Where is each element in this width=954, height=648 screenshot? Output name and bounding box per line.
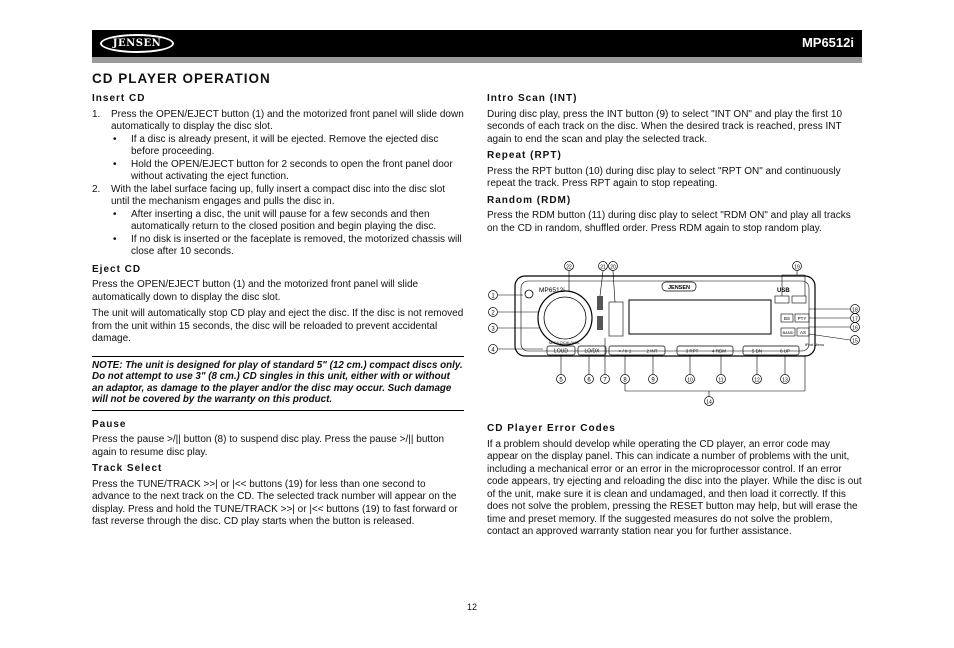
left-column xyxy=(92,93,464,533)
insert-cd-heading: Insert CD xyxy=(92,93,146,104)
model-label-diagram: MP6512i xyxy=(539,287,565,294)
bullet-text: If no disk is inserted or the faceplate is removed, the motorized chassis will close after 10 seconds. xyxy=(131,233,462,257)
repeat-paragraph: Press the RPT button (10) during disc play to select "RPT ON" and continuously repeat the track. Press RPT again to stop repeating. xyxy=(487,165,841,189)
model-label: MP6512i xyxy=(801,35,854,50)
lodx-label: LO/DX xyxy=(584,348,600,355)
insert-step-2-bullet-1 xyxy=(92,209,464,234)
callout-13: 13 xyxy=(782,377,788,384)
callout-16: 16 xyxy=(852,325,858,332)
eject-paragraph-2: The unit will automatically stop CD play and eject the disc. If the disc is not removed from the unit within 15 seconds, the disc will be reloaded to prevent accidental damage. xyxy=(92,308,464,344)
bs-label: BS xyxy=(783,316,791,321)
btn3-label: 3 RPT xyxy=(685,348,699,354)
callout-21: 21 xyxy=(600,264,606,271)
btn2-label: 2 INT xyxy=(646,348,658,354)
track-select-paragraph: Press the TUNE/TRACK >>| or |<< buttons (19) for less than one second to advance to the next track on the CD. The selected track number will appear on the display. Press and hold the TUNE/TRACK >>| or |<< buttons (19) to fast forward or fast reverse through the disc. CD play starts when the button is released. xyxy=(92,478,458,527)
callout-12: 12 xyxy=(754,377,760,384)
pause-heading: Pause xyxy=(92,418,127,430)
eject-cd-heading: Eject CD xyxy=(92,263,142,275)
btn4-label: 4 RDM xyxy=(711,348,727,354)
step-number: 2. xyxy=(92,183,101,195)
display-panel xyxy=(629,300,771,334)
step-number: 1. xyxy=(92,108,101,120)
callout-18: 18 xyxy=(852,307,858,314)
page-number: 12 xyxy=(467,602,478,612)
callout-7: 7 xyxy=(603,377,607,384)
eject-paragraph-1: Press the OPEN/EJECT button (1) and the motorized front panel will slide automatically down to display the disc slot. xyxy=(92,279,419,303)
open-eject-button xyxy=(525,290,533,298)
callout-4: 4 xyxy=(491,347,495,354)
track-next-button xyxy=(792,296,806,303)
callout-22: 22 xyxy=(566,264,572,271)
repeat-heading: Repeat (RPT) xyxy=(487,150,562,161)
callout-14: 14 xyxy=(706,399,712,406)
side-button xyxy=(597,296,603,310)
track-select-heading: Track Select xyxy=(92,463,163,474)
intro-scan-heading: Intro Scan (INT) xyxy=(487,93,578,104)
warning-note: NOTE: The unit is designed for play of standard 5" (12 cm.) compact discs only. Do not attempt to use 3" (8 cm.) CD singles in this unit, either with or without an adaptor, as damage to the player and/or the disc may occur. Such damage will not be covered by the warranty on this product. xyxy=(92,356,464,411)
ipod-label: iPod Menu xyxy=(805,342,825,347)
callout-19: 19 xyxy=(794,264,800,271)
btn6-label: 6 UP xyxy=(779,348,791,354)
header-rule xyxy=(92,57,862,63)
bullet-text: If a disc is already present, it will be ejected. Remove the ejected disc before proceeding. xyxy=(131,133,439,157)
callout-11: 11 xyxy=(718,377,724,384)
faceplate-diagram xyxy=(487,258,862,408)
intro-scan-paragraph: During disc play, press the INT button (9) to select "INT ON" and play the first 10 seconds of each track on the disc. When the desired track is reached, press INT again to end the scan and play the selected track. xyxy=(487,108,843,145)
callout-1: 1 xyxy=(491,293,495,300)
jensen-logo: JENSEN xyxy=(100,34,174,53)
random-heading: Random (RDM) xyxy=(487,194,572,206)
insert-step-1 xyxy=(92,109,464,134)
insert-step-1-bullet-1 xyxy=(92,134,464,159)
header-bar xyxy=(92,30,862,57)
disc-slot-area xyxy=(609,302,623,336)
error-codes-section xyxy=(487,423,862,543)
pause-paragraph: Press the pause >/|| button (8) to suspend disc play. Press the pause >/|| button again to resume disc play. xyxy=(92,434,445,458)
callout-3: 3 xyxy=(491,326,495,333)
side-button xyxy=(597,316,603,330)
btn1-label: > / II 1 xyxy=(618,348,632,354)
callout-6: 6 xyxy=(587,377,591,384)
callout-15: 15 xyxy=(852,338,858,345)
usb-label: USB xyxy=(777,288,790,294)
left-callouts xyxy=(489,291,544,354)
callout-10: 10 xyxy=(687,377,693,384)
callout-8: 8 xyxy=(623,377,627,384)
callout-2: 2 xyxy=(491,310,495,317)
bullet-icon: • xyxy=(113,208,117,220)
bullet-text: After inserting a disc, the unit will pause for a few seconds and then automatically return to the closed position and begin playing the disc. xyxy=(131,208,437,232)
error-codes-paragraph: If a problem should develop while operating the CD player, an error code may appear on the display panel. This can indicate a number of problems with the unit, including a mechanical error or an error in the microprocessor control. If an error code appears, try ejecting and reloading the disc into the player. While the disc is out of the unit, make sure it is clean and undamaged, and then load it correctly. If this does not solve the problem, pressing the RESET button may help, but will erase the time and preset memory. If the suggested measures do not solve the problem, contact an approved warranty station near you for further assistance. xyxy=(487,438,862,537)
btn5-label: 5 DN xyxy=(751,348,763,354)
bullet-icon: • xyxy=(113,233,117,245)
step-text: Press the OPEN/EJECT button (1) and the motorized front panel will slide down automatically to display the disc slot. xyxy=(111,108,464,132)
right-column xyxy=(487,93,862,239)
brand-badge: JENSEN xyxy=(667,285,691,291)
insert-step-2 xyxy=(92,184,464,209)
track-prev-button xyxy=(775,296,789,303)
bullet-icon: • xyxy=(113,133,117,145)
band-label: BAND xyxy=(782,330,794,335)
loud-label: LOUD xyxy=(554,348,568,355)
callout-9: 9 xyxy=(651,377,655,384)
callout-5: 5 xyxy=(559,377,563,384)
page-title: CD PLAYER OPERATION xyxy=(92,71,271,86)
bullet-text: Hold the OPEN/EJECT button for 2 seconds to open the front panel door without activating the eject function. xyxy=(131,158,453,182)
mic-label: MIC/LOCAL/VOL xyxy=(549,340,580,345)
insert-step-1-bullet-2 xyxy=(92,159,464,184)
as-label: AS xyxy=(799,330,807,335)
step-text: With the label surface facing up, fully insert a compact disc into the disc slot until the mechanism engages and pulls the disc in. xyxy=(111,183,446,207)
random-paragraph: Press the RDM button (11) during disc play to select "RDM ON" and play all tracks on the CD in random, shuffled order. Press RDM again to stop random play. xyxy=(487,210,851,234)
insert-step-2-bullet-2 xyxy=(92,234,464,259)
right-callouts xyxy=(809,305,860,345)
callout-20: 20 xyxy=(610,264,616,271)
error-codes-heading: CD Player Error Codes xyxy=(487,423,616,434)
pty-label: PTY xyxy=(797,316,807,321)
bullet-icon: • xyxy=(113,158,117,170)
callout-17: 17 xyxy=(852,316,858,323)
